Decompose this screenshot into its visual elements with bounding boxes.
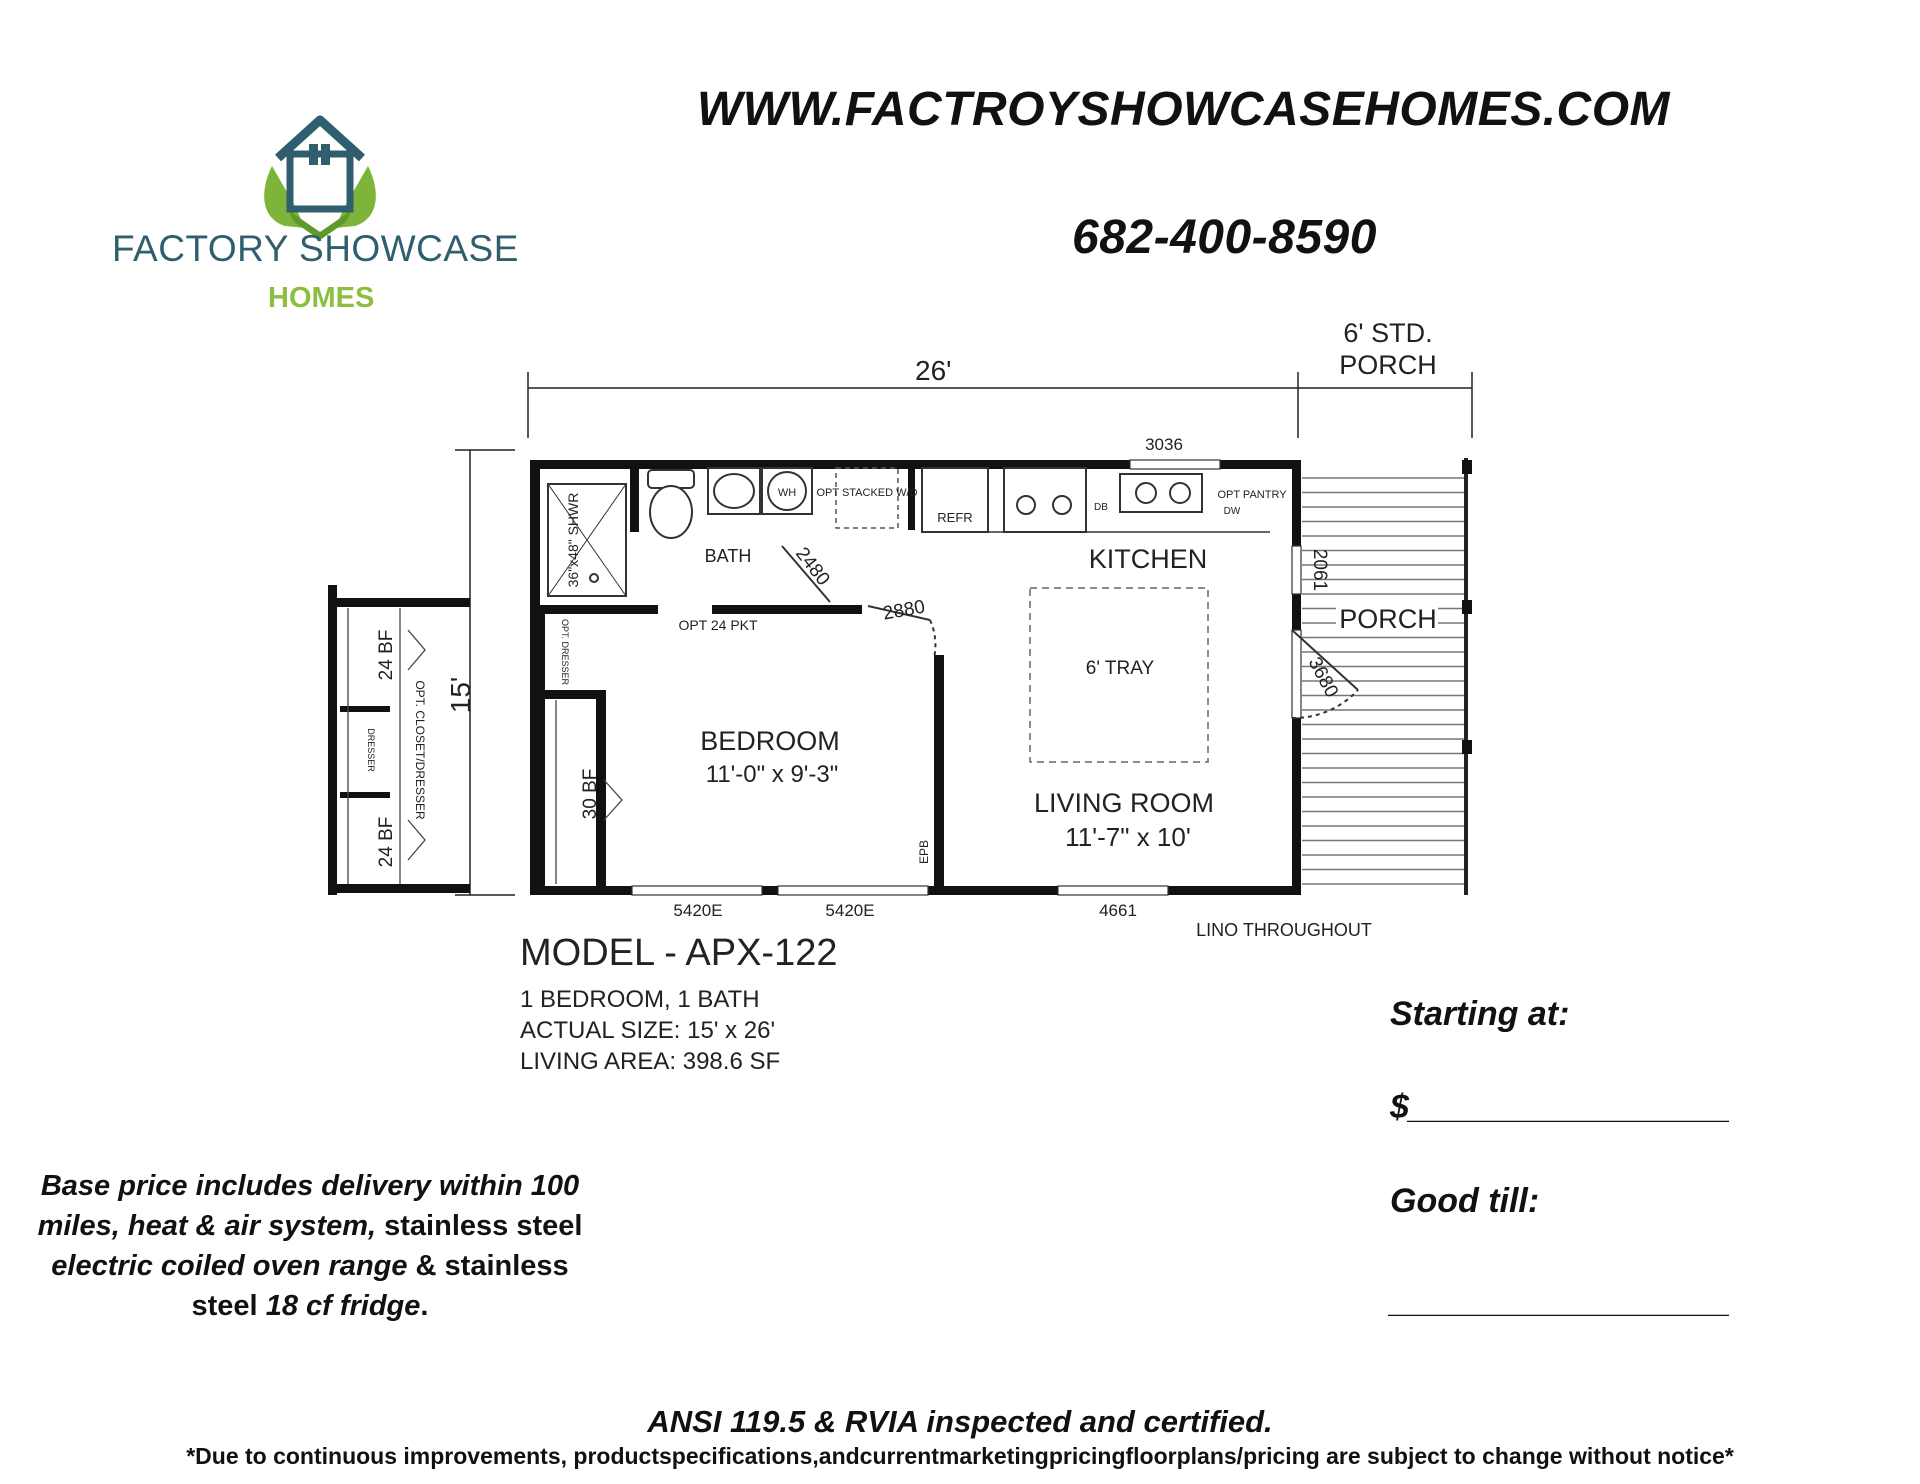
dim-porch-label-2: PORCH xyxy=(1339,350,1437,380)
note-part: & stainless steel xyxy=(191,1250,569,1322)
bf30-label: 30 BF xyxy=(580,768,601,820)
shower-fixture xyxy=(548,484,626,596)
note-part: 18 cf fridge xyxy=(265,1290,421,1322)
logo-text-secondary: HOMES xyxy=(268,282,375,314)
bf24-b-label: 24 BF xyxy=(376,816,397,868)
disclaimer-text: *Due to continuous improvements, productspecifications,andcurrentmarketingpricingfloorplans/pricing are subject to change without notice* xyxy=(186,1443,1734,1469)
stacked-wd-label: OPT STACKED W/D xyxy=(816,487,918,499)
wh-label: WH xyxy=(777,487,797,499)
note-part: stainless steel xyxy=(376,1210,583,1242)
dw-label: DW xyxy=(1223,506,1241,517)
door-entry-label: 3680 xyxy=(1303,653,1343,702)
good-till-line: __________________ xyxy=(1390,1282,1731,1320)
opt-dresser-label: OPT. DRESSER xyxy=(560,618,570,686)
bf24-a-label: 24 BF xyxy=(376,629,397,681)
note-part: . xyxy=(420,1290,429,1322)
bath-fixtures xyxy=(648,468,812,538)
dim-depth-label: 15' xyxy=(445,676,476,714)
window-living-label: 4661 xyxy=(1099,901,1137,920)
living-room-size: 11'-7" x 10' xyxy=(1065,822,1191,852)
dim-porch-label-1: 6' STD. xyxy=(1343,318,1433,348)
good-till-label: Good till: xyxy=(1390,1182,1540,1220)
note-part: Base price includes delivery within 100 miles, heat & air system, xyxy=(37,1170,580,1242)
model-title: MODEL - APX-122 xyxy=(520,932,838,974)
living-room-label: LIVING ROOM xyxy=(1033,788,1215,818)
db-label: DB xyxy=(1094,502,1108,513)
bedroom-size: 11'-0" x 9'-3" xyxy=(705,761,839,788)
interior-walls xyxy=(538,460,944,890)
pocket-door-label: OPT 24 PKT xyxy=(678,617,758,633)
door-bath-label: 2480 xyxy=(791,543,834,590)
base-price-note xyxy=(30,1166,590,1326)
porch-label: PORCH xyxy=(1339,604,1437,634)
price-line: $_________________ xyxy=(1390,1088,1731,1126)
shower-label: 36"x48" SHWR xyxy=(565,492,581,588)
spec-line: LIVING AREA: 398.6 SF xyxy=(520,1048,781,1075)
website-url: WWW.FACTROYSHOWCASEHOMES.COM xyxy=(697,83,1671,136)
note-part: electric coiled oven range xyxy=(51,1250,408,1282)
bedroom-label: BEDROOM xyxy=(700,726,840,756)
dim-width-label: 26' xyxy=(915,355,952,386)
closet-label: OPT. CLOSET/DRESSER xyxy=(413,680,427,820)
lino-note: LINO THROUGHOUT xyxy=(1196,920,1372,940)
spec-line: ACTUAL SIZE: 15' x 26' xyxy=(520,1017,776,1044)
refrigerator-label: REFR xyxy=(937,510,973,525)
door-swings xyxy=(782,546,1358,718)
exterior-closet xyxy=(328,585,470,895)
logo-text-primary: FACTORY SHOWCASE xyxy=(112,228,519,269)
dresser-ext-label: DRESSER xyxy=(366,728,376,772)
kitchen-label: KITCHEN xyxy=(1088,544,1208,574)
pantry-label: OPT PANTRY xyxy=(1217,489,1287,501)
starting-at-label: Starting at: xyxy=(1390,995,1570,1033)
door-bed-label: 2880 xyxy=(881,596,927,625)
phone-number: 682-400-8590 xyxy=(1072,211,1377,264)
door-side-label: 2061 xyxy=(1309,548,1330,592)
window-bed-2-label: 5420E xyxy=(825,901,875,920)
model-specs xyxy=(520,984,780,1077)
certification-text: ANSI 119.5 & RVIA inspected and certified. xyxy=(647,1404,1273,1439)
bath-label: BATH xyxy=(704,546,752,566)
window-bed-1-label: 5420E xyxy=(673,901,723,920)
tray-label: 6' TRAY xyxy=(1085,658,1155,679)
spec-line: 1 BEDROOM, 1 BATH xyxy=(520,986,760,1013)
epb-label: EPB xyxy=(917,839,931,865)
window-top-label: 3036 xyxy=(1145,435,1183,454)
